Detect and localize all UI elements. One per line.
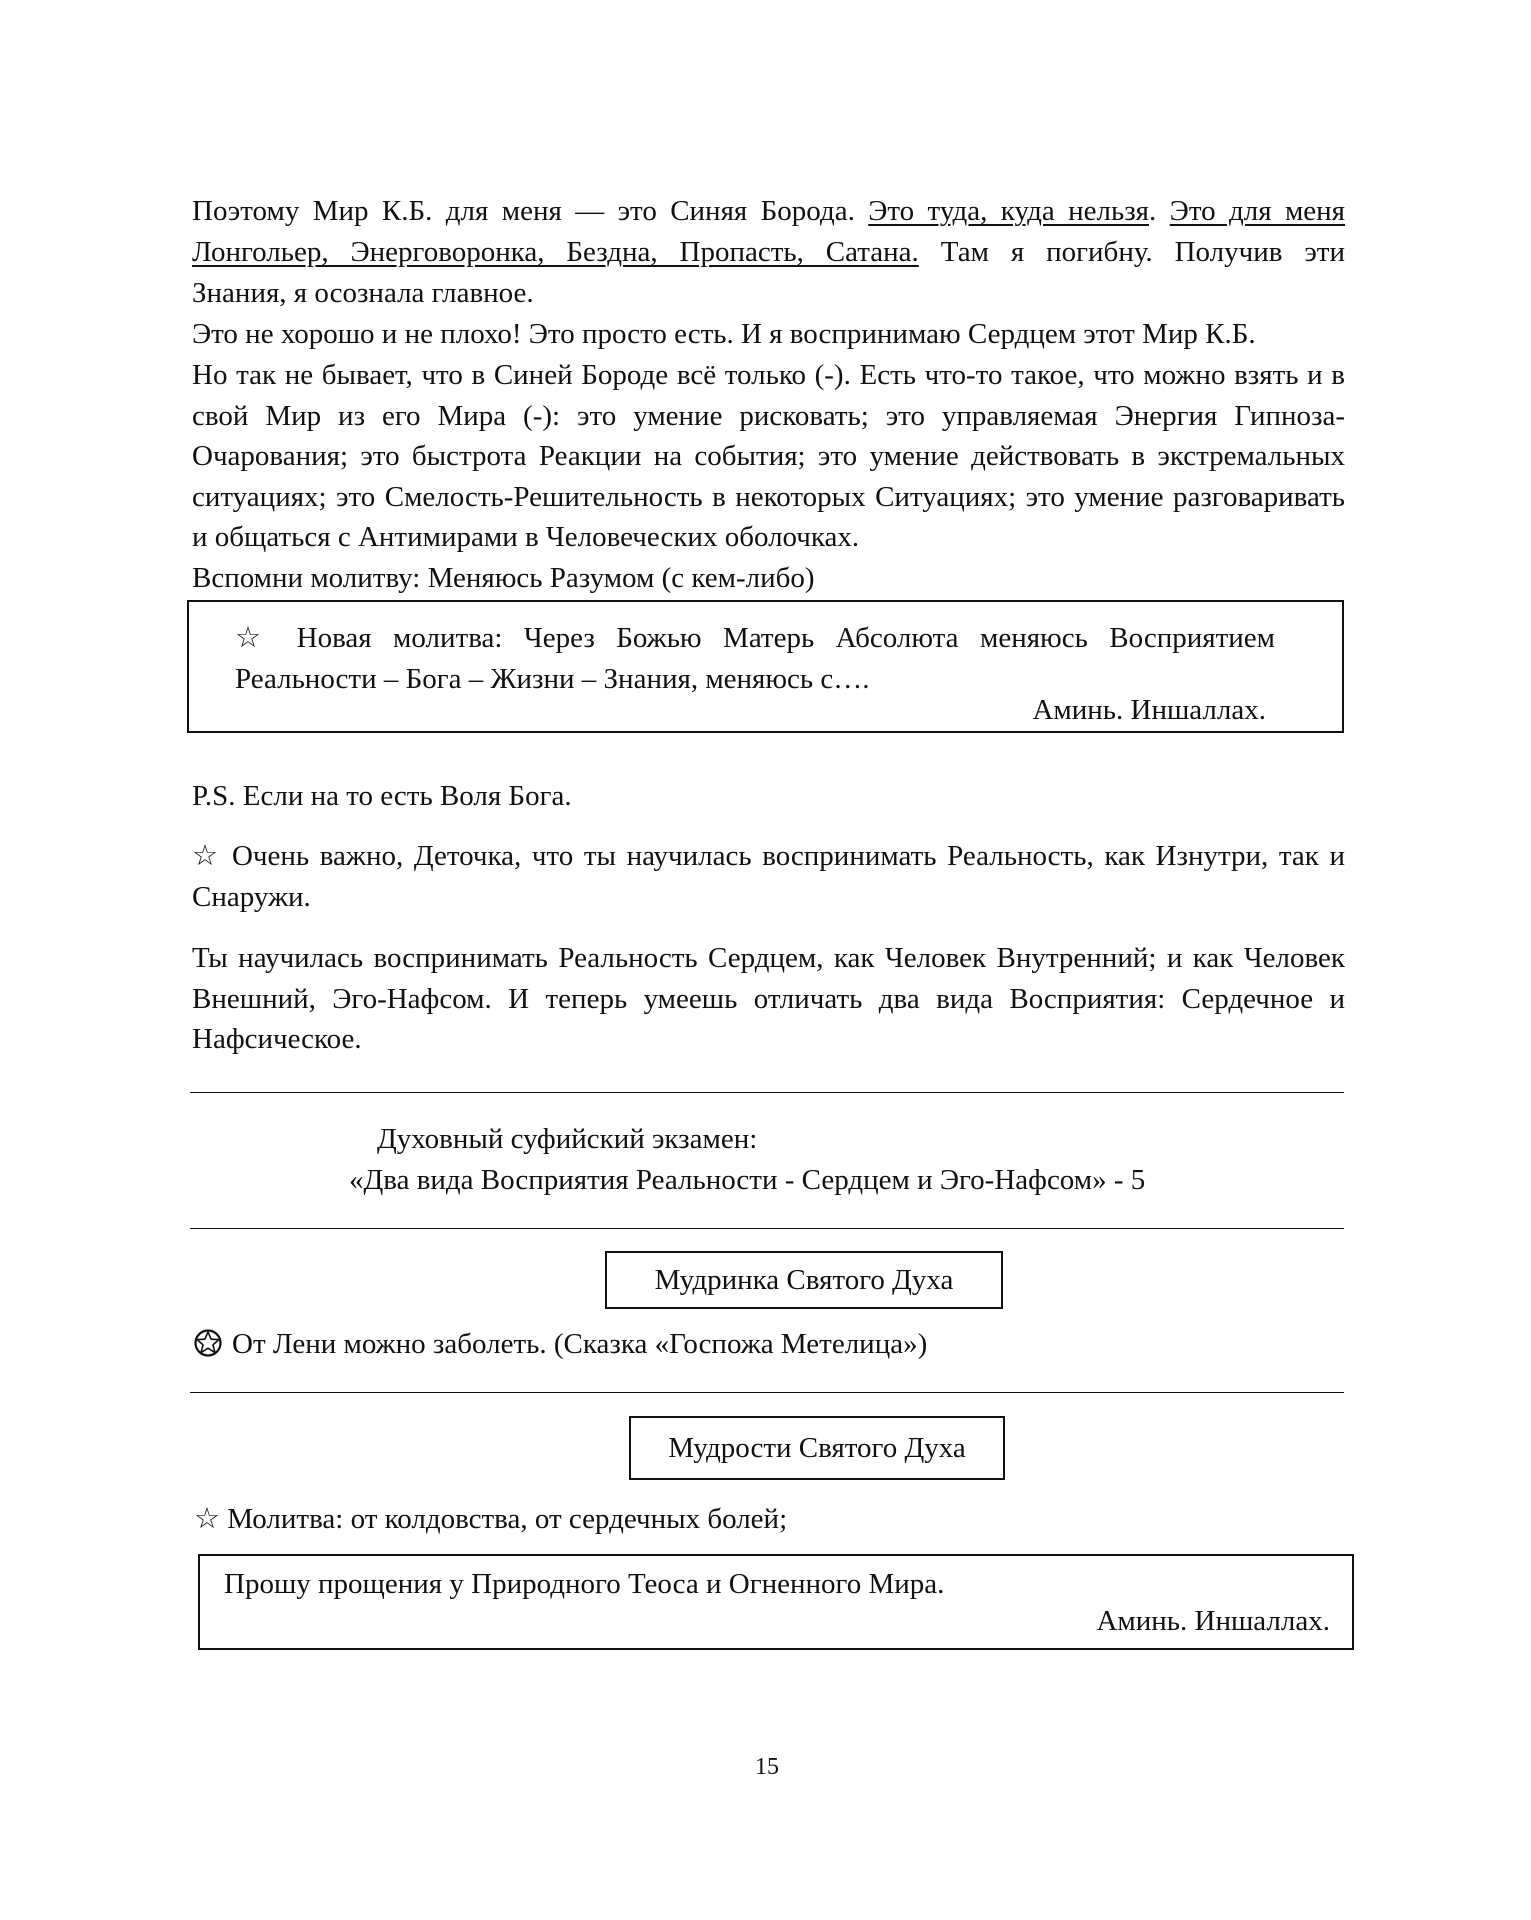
divider: [190, 1392, 1344, 1393]
ps-line: P.S. Если на то есть Воля Бога.: [192, 780, 572, 812]
wisdom-line: От Лени можно заболеть. (Сказка «Госпожа Метелица»): [194, 1324, 927, 1365]
amen-line: Аминь. Иншаллах.: [1032, 694, 1266, 726]
underlined-phrase: Лонгольер, Энерговоронка, Бездна, Пропасть, Сатана.: [192, 236, 919, 268]
page-number: 15: [755, 1754, 779, 1780]
prayer-text: Прошу прощения у Природного Теоса и Огненного Мира.: [224, 1568, 945, 1600]
para1-line1: Поэтому Мир К.Б. для меня — это Синяя Борода. Это туда, куда нельзя. Это для меня: [192, 195, 1346, 227]
underlined-phrase: Это для меня: [1169, 195, 1346, 227]
recall-prayer-line: Вспомни молитву: Меняюсь Разумом (с кем-либо): [192, 562, 815, 594]
prayer-box: [187, 600, 1344, 733]
underlined-phrase: Это туда, куда нельзя: [868, 195, 1150, 227]
amen-line: Аминь. Иншаллах.: [1096, 1605, 1330, 1637]
para2-body: Но так не бывает, что в Синей Бороде всё только (-). Есть что-то такое, что можно взять и в свой Мир из его Мира (-): это умение рисковать; это управляемая Энергия Гипноза-Очарования; это быстрота Реакции на события; это умение действовать в экстремальных ситуациях; это Смелость-Решительность в некоторых Ситуациях; это умение разговаривать и общаться с Антимирами в Человеческих оболочках.: [192, 359, 1345, 554]
exam-title: Духовный суфийский экзамен:: [377, 1123, 758, 1155]
para1-line2: Лонгольер, Энерговоронка, Бездна, Пропасть, Сатана. Там я погибну. Получив эти: [192, 236, 1345, 268]
prayer-intro: ☆ Молитва: от колдовства, от сердечных болей;: [194, 1503, 788, 1535]
wisdom-title: Мудрости Святого Духа: [668, 1432, 966, 1464]
wisdom-title: Мудринка Святого Духа: [654, 1264, 954, 1296]
para4: Ты научилась воспринимать Реальность Сердцем, как Человек Внутренний; и как Человек Внешний, Эго-Нафсом. И теперь умеешь отличать два вида Восприятия: Сердечное и Нафсическое.: [192, 942, 1345, 1056]
divider: [190, 1092, 1344, 1093]
wisdom-title-box: [605, 1251, 1003, 1309]
pentagram-in-circle-icon: [194, 1329, 222, 1357]
divider: [190, 1228, 1344, 1229]
prayer-text: ☆ Новая молитва: Через Божью Матерь Абсолюта меняюсь Восприятием Реальности – Бога – Жизни – Знания, меняюсь с….: [235, 622, 1275, 695]
exam-subject: «Два вида Восприятия Реальности - Сердцем и Эго-Нафсом» - 5: [349, 1164, 1146, 1196]
para1-line3: Знания, я осознала главное.: [192, 277, 534, 309]
para2-line1: Это не хорошо и не плохо! Это просто есть. И я воспринимаю Сердцем этот Мир К.Б.: [192, 318, 1256, 350]
prayer-box: [198, 1554, 1354, 1650]
wisdom-title-box: [629, 1416, 1005, 1480]
para3: ☆ Очень важно, Деточка, что ты научилась воспринимать Реальность, как Изнутри, так и Снаружи.: [192, 840, 1345, 913]
